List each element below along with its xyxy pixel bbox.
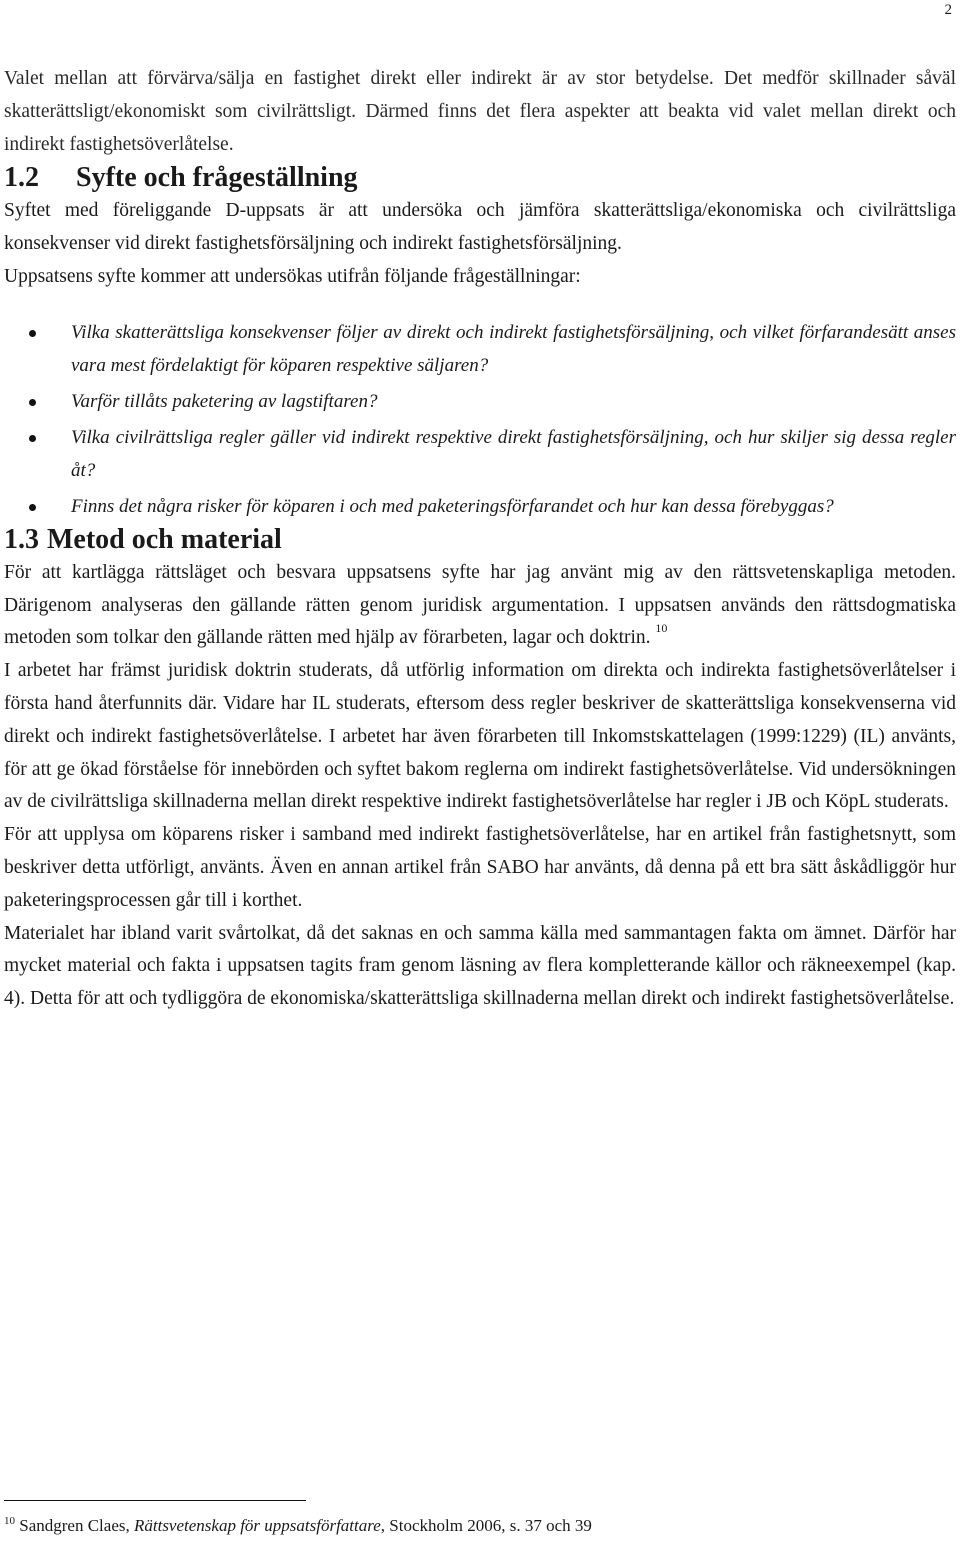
section-number: 1.2 bbox=[4, 162, 39, 194]
footnote-number: 10 bbox=[4, 1515, 15, 1527]
question-text: Varför tillåts paketering av lagstiftaren? bbox=[71, 390, 378, 412]
bullet-icon bbox=[29, 330, 36, 337]
questions-list bbox=[4, 316, 956, 523]
section-title: Metod och material bbox=[47, 523, 282, 555]
bullet-icon bbox=[29, 435, 36, 442]
question-item bbox=[4, 316, 956, 382]
material-paragraph: Materialet har ibland varit svårtolkat, då det saknas en och samma källa med sammantagen fakta om ämnet. Därför har mycket material och fakta i uppsatsen tagits fram genom läsning av flera kompletterande källor och räkneexempel (kap. 4). Detta för att och tydliggöra de ekonomiska/skatterättsliga skillnaderna mellan direkt och indirekt fastighetsöverlåtelse. bbox=[4, 922, 956, 1010]
section-title: Syfte och frågeställning bbox=[76, 162, 358, 194]
bullet-icon bbox=[29, 504, 36, 511]
footnote bbox=[4, 1515, 592, 1537]
question-item bbox=[4, 421, 956, 487]
question-item bbox=[4, 490, 956, 523]
question-text: Vilka skatterättsliga konsekvenser följer av direkt och indirekt fastighetsförsäljning, och vilket förfarandesätt anses vara mest fördelaktigt för köparen respektive säljaren? bbox=[71, 321, 956, 376]
footnote-reference[interactable]: 10 bbox=[655, 621, 668, 636]
method-paragraph bbox=[4, 557, 956, 655]
purpose-paragraph: Syftet med föreliggande D-uppsats är att undersöka och jämföra skatterättsliga/ekonomiska och civilrättsliga konsekvenser vid direkt fastighetsförsäljning och indirekt fastighetsförsäljning. bbox=[4, 200, 956, 255]
section-heading-1-3 bbox=[4, 523, 956, 557]
method-text: För att kartlägga rättsläget och besvara uppsatsens syfte har jag använt mig av den rättsvetenskapliga metoden. Därigenom analyseras den gällande rätten genom juridisk argumentation. I uppsatsen används den rättsdogmatiska metoden som tolkar den gällande rätten med hjälp av förarbeten, lagar och doktrin. bbox=[4, 561, 956, 649]
page-content bbox=[4, 63, 956, 1016]
question-text: Vilka civilrättsliga regler gäller vid indirekt respektive direkt fastighetsförsäljning, och hur skiljer sig dessa regler åt? bbox=[71, 426, 956, 481]
intro-paragraph: Valet mellan att förvärva/sälja en fastighet direkt eller indirekt är av stor betydelse. Det medför skillnader såväl skatterättsligt/ekonomiskt som civilrättsligt. Därmed finns det flera aspekter att beakta vid valet mellan direkt och indirekt fastighetsöverlåtelse. bbox=[4, 68, 956, 155]
page-number: 2 bbox=[944, 2, 952, 18]
articles-paragraph: För att upplysa om köparens risker i samband med indirekt fastighetsöverlåtelse, har en artikel från fastighetsnytt, som beskriver detta utförligt, använts. Även en annan artikel från SABO har använts, då denna på ett bra sätt åskådliggör hur paketeringsprocessen går till i korthet. bbox=[4, 824, 956, 911]
question-item bbox=[4, 385, 956, 418]
section-number: 1.3 bbox=[4, 523, 39, 555]
footnote-author: Sandgren Claes, bbox=[19, 1516, 134, 1535]
sources-paragraph: I arbetet har främst juridisk doktrin studerats, då utförlig information om direkta och indirekta fastighetsöverlåtelser i första hand återfunnits där. Vidare har IL studerats, eftersom dess regler beskriver de skatterättsliga konsekvenserna vid direkt och indirekt fastighetsöverlåtelse. I arbetet har även förarbeten till Inkomstskattelagen (1999:1229) (IL) använts, för att ge ökad förståelse för innebörden och syftet bakom reglerna om indirekt fastighetsöverlåtelse. Vid undersökningen av de civilrättsliga skillnaderna mellan direkt respektive indirekt fastighetsöverlåtelse har regler i JB och KöpL studerats. bbox=[4, 660, 956, 813]
question-text: Finns det några risker för köparen i och med paketeringsförfarandet och hur kan dessa förebyggas? bbox=[71, 495, 834, 517]
footnote-book-title: Rättsvetenskap för uppsatsförfattare bbox=[133, 1516, 381, 1535]
footnote-details: , Stockholm 2006, s. 37 och 39 bbox=[380, 1516, 592, 1535]
section-heading-1-2 bbox=[4, 161, 956, 195]
bullet-icon bbox=[29, 399, 36, 406]
questions-intro: Uppsatsens syfte kommer att undersökas utifrån följande frågeställningar: bbox=[4, 265, 581, 287]
footnote-divider bbox=[4, 1500, 306, 1501]
